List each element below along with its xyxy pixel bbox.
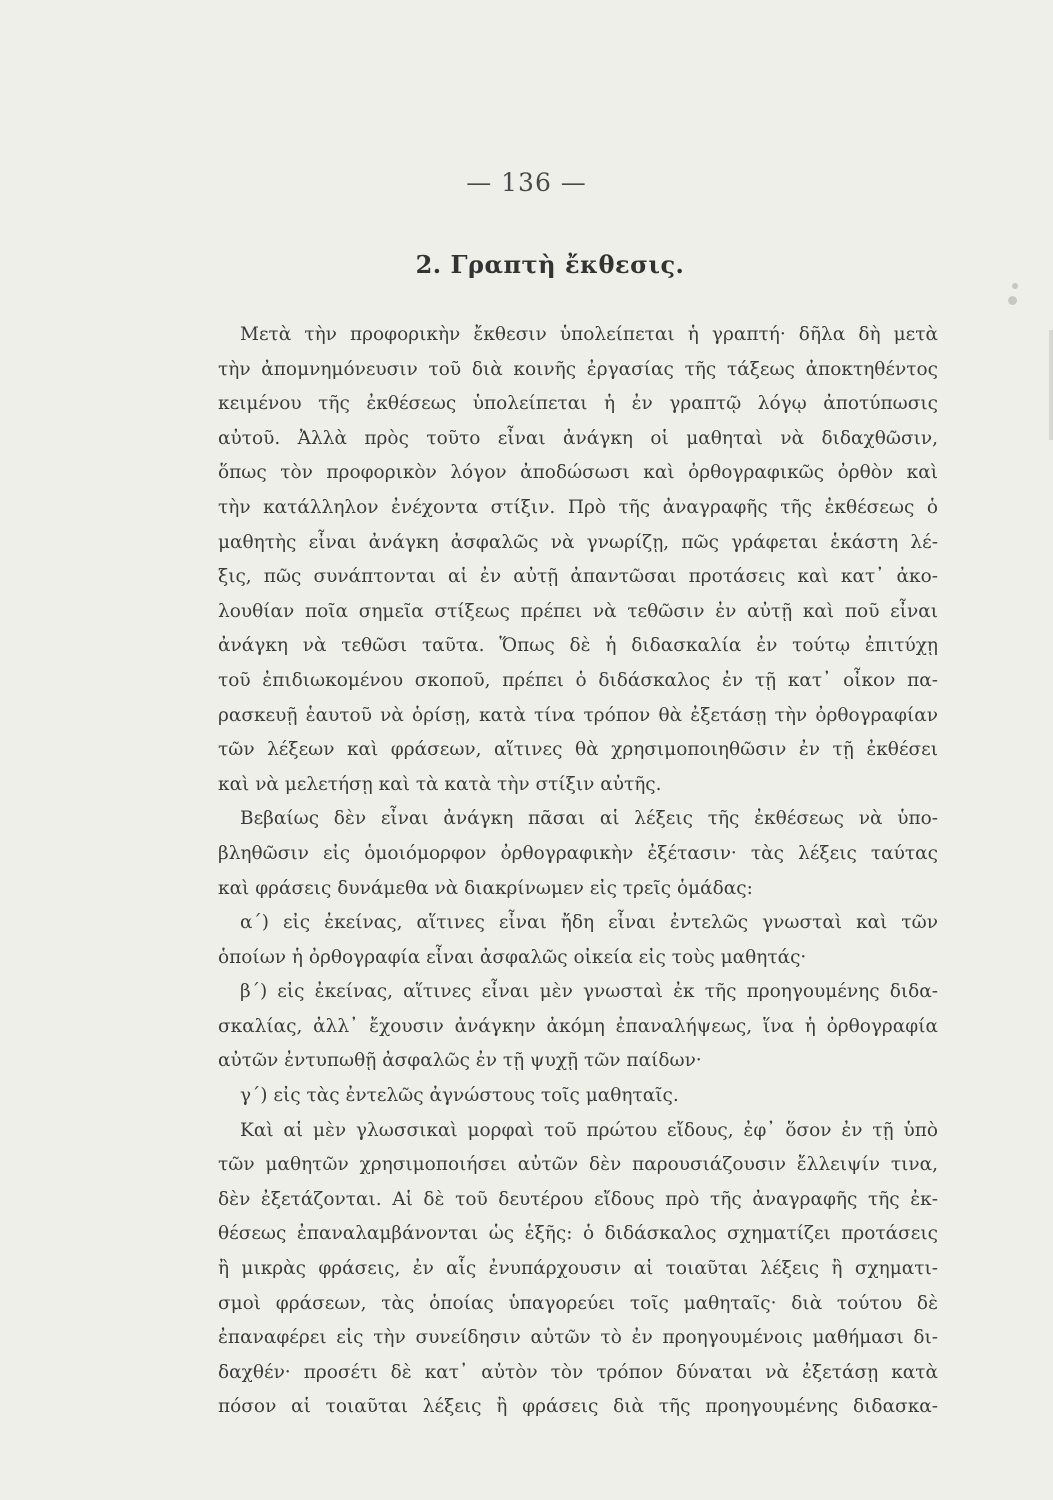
text-line: βληθῶσιν εἰς ὁμοιόμορφον ὀρθογραφικὴν ἐξέτασιν· τὰς λέξεις ταύτας (218, 842, 938, 864)
text-line: αὐτῶν ἐντυπωθῇ ἀσφαλῶς ἐν τῇ ψυχῇ τῶν παίδων· (218, 1050, 702, 1072)
text-line: πόσον αἱ τοιαῦται λέξεις ἢ φράσεις διὰ τῆς προηγουμένης διδασκα- (218, 1396, 938, 1418)
section-heading: 2. Γραπτὴ ἔκθεσις. (415, 250, 685, 279)
text-line: β΄) εἰς ἐκείνας, αἵτινες εἶναι μὲν γνωσταὶ ἐκ τῆς προηγουμένης διδα- (240, 981, 938, 1003)
text-line: Βεβαίως δὲν εἶναι ἀνάγκη πᾶσαι αἱ λέξεις τῆς ἐκθέσεως νὰ ὑπο- (240, 808, 938, 830)
scan-edge-mark (1049, 330, 1053, 440)
text-line: ξις, πῶς συνάπτονται αἱ ἐν αὐτῇ ἀπαντῶσαι προτάσεις καὶ κατ᾽ ἀκο- (218, 566, 938, 588)
text-line: Καὶ αἱ μὲν γλωσσικαὶ μορφαὶ τοῦ πρώτου εἴδους, ἐφ᾽ ὅσον ἐν τῇ ὑπὸ (240, 1119, 938, 1141)
text-line: καὶ νὰ μελετήσῃ καὶ τὰ κατὰ τὴν στίξιν αὐτῆς. (218, 773, 662, 795)
text-line: τὴν ἀπομνημόνευσιν τοῦ διὰ κοινῆς ἐργασίας τῆς τάξεως ἀποκτηθέντος (218, 358, 938, 380)
text-line: λουθίαν ποῖα σημεῖα στίξεως πρέπει νὰ τεθῶσιν ἐν αὐτῇ καὶ ποῦ εἶναι (218, 600, 938, 622)
text-line: σκαλίας, ἀλλ᾽ ἔχουσιν ἀνάγκην ἀκόμη ἐπαναλήψεως, ἵνα ἡ ὀρθογραφία (218, 1015, 938, 1037)
text-line: θέσεως ἐπαναλαμβάνονται ὡς ἑξῆς: ὁ διδάσκαλος σχηματίζει προτάσεις (218, 1223, 938, 1245)
text-line: ὁποίων ἡ ὀρθογραφία εἶναι ἀσφαλῶς οἰκεία εἰς τοὺς μαθητάς· (218, 946, 807, 968)
text-line: κειμένου τῆς ἐκθέσεως ὑπολείπεται ἡ ἐν γραπτῷ λόγῳ ἀποτύπωσις (218, 393, 938, 415)
text-line: δαχθέν· προσέτι δὲ κατ᾽ αὐτὸν τὸν τρόπον δύναται νὰ ἐξετάσῃ κατὰ (218, 1361, 938, 1383)
paper-speck (1008, 296, 1017, 305)
text-line: ἢ μικρὰς φράσεις, ἐν αἷς ἐνυπάρχουσιν αἱ τοιαῦται λέξεις ἢ σχηματι- (218, 1258, 938, 1280)
text-line: σμοὶ φράσεων, τὰς ὁποίας ὑπαγορεύει τοῖς μαθηταῖς· διὰ τούτου δὲ (218, 1292, 938, 1314)
paper-speck (1012, 283, 1018, 289)
text-line: ρασκευῇ ἑαυτοῦ νὰ ὁρίσῃ, κατὰ τίνα τρόπον θὰ ἐξετάσῃ τὴν ὀρθογραφίαν (218, 704, 938, 726)
text-line: αὐτοῦ. Ἀλλὰ πρὸς τοῦτο εἶναι ἀνάγκη οἱ μαθηταὶ νὰ διδαχθῶσιν, (218, 427, 938, 449)
text-line: καὶ φράσεις δυνάμεθα νὰ διακρίνωμεν εἰς τρεῖς ὁμάδας: (218, 877, 753, 899)
text-line: ὅπως τὸν προφορικὸν λόγον ἀποδώσωσι καὶ ὀρθογραφικῶς ὀρθὸν καὶ (218, 462, 938, 484)
text-line: ἐπαναφέρει εἰς τὴν συνείδησιν αὐτῶν τὸ ἐν προηγουμένοις μαθήμασι δι- (218, 1327, 938, 1349)
text-line: γ΄) εἰς τὰς ἐντελῶς ἀγνώστους τοῖς μαθηταῖς. (240, 1085, 679, 1107)
text-line: δὲν ἐξετάζονται. Αἱ δὲ τοῦ δευτέρου εἴδους πρὸ τῆς ἀναγραφῆς τῆς ἐκ- (218, 1188, 938, 1210)
text-line: μαθητὴς εἶναι ἀνάγκη ἀσφαλῶς νὰ γνωρίζῃ, πῶς γράφεται ἑκάστη λέ- (218, 531, 938, 553)
text-line: Μετὰ τὴν προφορικὴν ἔκθεσιν ὑπολείπεται ἡ γραπτή· δῆλα δὴ μετὰ (240, 324, 938, 345)
body-text (218, 318, 938, 1425)
text-line: τῶν λέξεων καὶ φράσεων, αἵτινες θὰ χρησιμοποιηθῶσιν ἐν τῇ ἐκθέσει (218, 739, 938, 761)
text-line: α΄) εἰς ἐκείνας, αἵτινες εἶναι ἤδη εἶναι ἐντελῶς γνωσταὶ καὶ τῶν (240, 912, 938, 934)
text-line: τῶν μαθητῶν χρησιμοποιήσει αὐτῶν δὲν παρουσιάζουσιν ἔλλειψίν τινα, (218, 1154, 938, 1176)
page-number: — 136 — (466, 168, 587, 197)
text-line: τὴν κατάλληλον ἐνέχοντα στίξιν. Πρὸ τῆς ἀναγραφῆς τῆς ἐκθέσεως ὁ (218, 496, 938, 518)
text-line: τοῦ ἐπιδιωκομένου σκοποῦ, πρέπει ὁ διδάσκαλος ἐν τῇ κατ᾽ οἶκον πα- (218, 669, 938, 691)
text-line: ἀνάγκη νὰ τεθῶσι ταῦτα. Ὅπως δὲ ἡ διδασκαλία ἐν τούτῳ ἐπιτύχῃ (218, 635, 938, 657)
